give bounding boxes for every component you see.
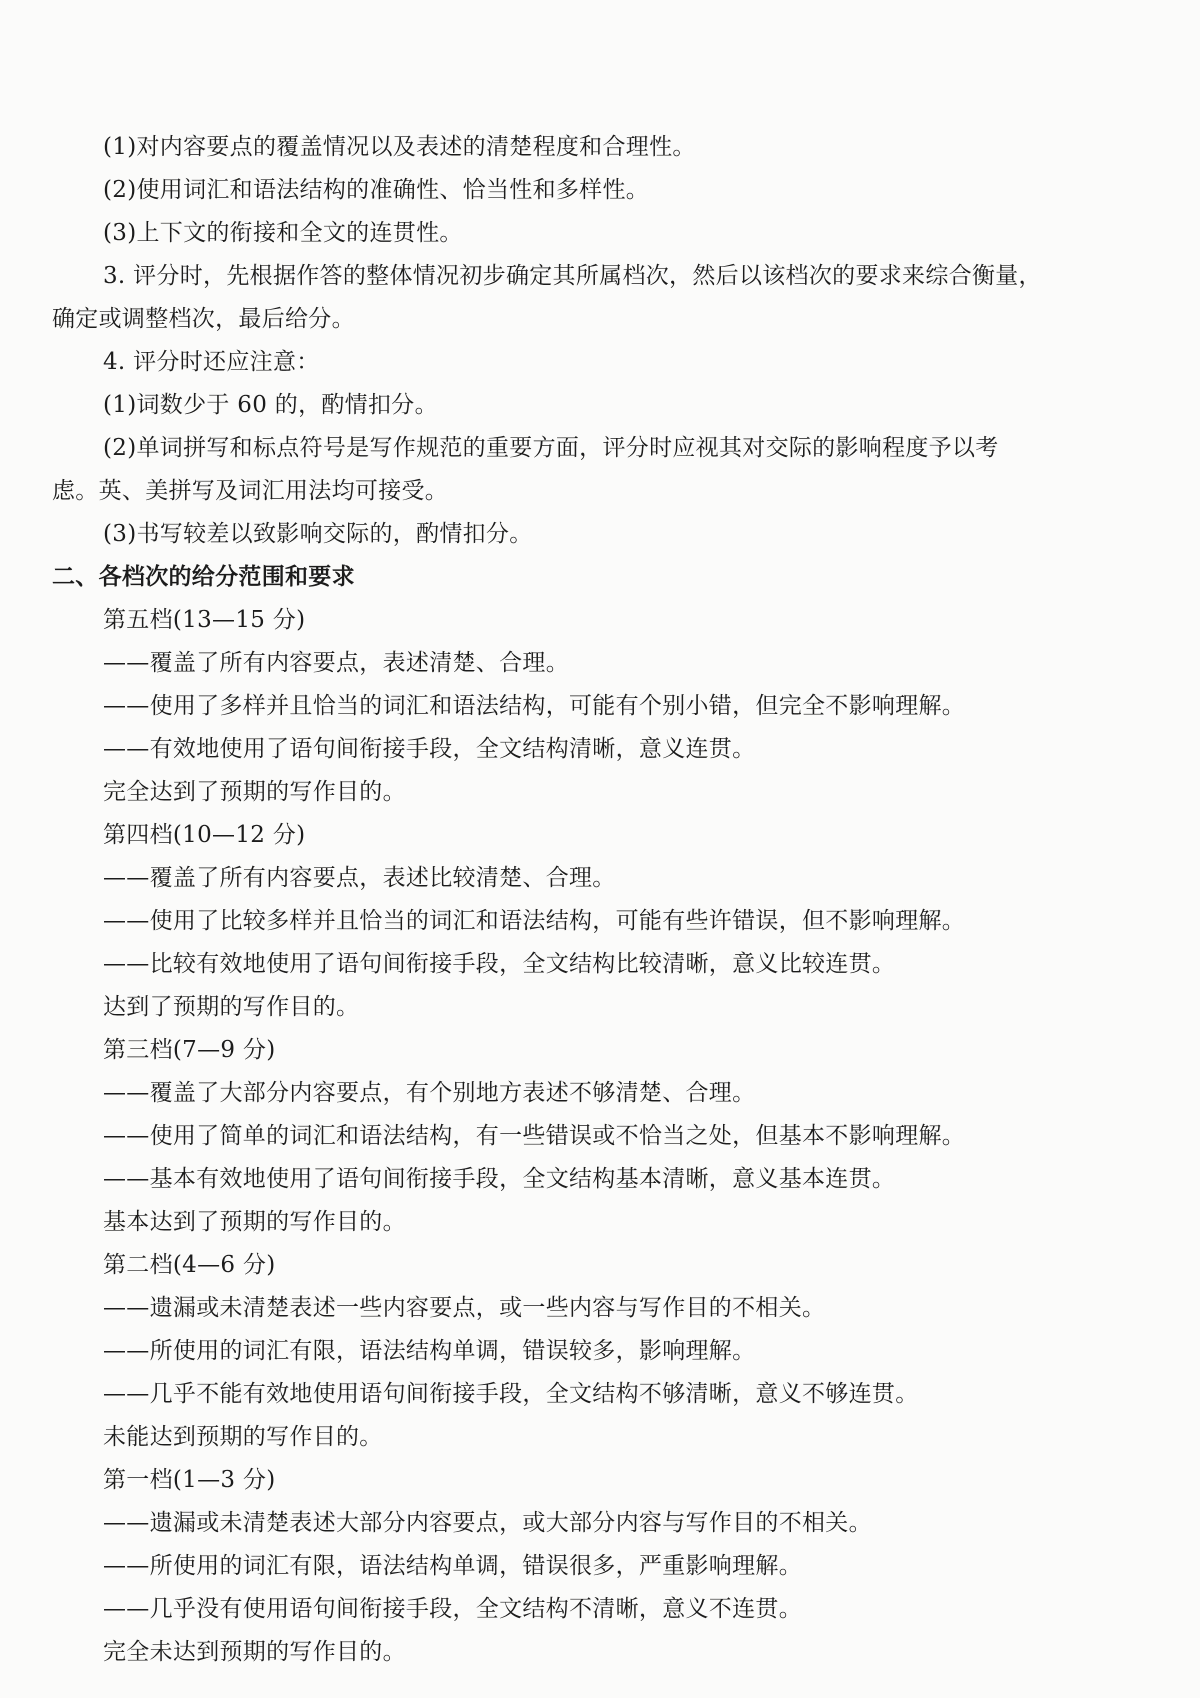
grade-3-item-1: ——覆盖了大部分内容要点，有个别地方表述不够清楚、合理。 xyxy=(103,1080,756,1106)
grade-5-title: 第五档(13—15 分) xyxy=(103,607,306,633)
rule-4-item-1: (1)词数少于 60 的，酌情扣分。 xyxy=(103,392,438,418)
grade-1-summary: 完全未达到预期的写作目的。 xyxy=(103,1639,406,1665)
grade-3-item-2: ——使用了简单的词汇和语法结构，有一些错误或不恰当之处，但基本不影响理解。 xyxy=(103,1123,966,1149)
grade-5-item-3: ——有效地使用了语句间衔接手段，全文结构清晰，意义连贯。 xyxy=(103,736,756,762)
grade-2-summary: 未能达到预期的写作目的。 xyxy=(103,1424,383,1450)
grade-5-summary: 完全达到了预期的写作目的。 xyxy=(103,779,406,805)
rule-3-line-2: 确定或调整档次，最后给分。 xyxy=(52,306,355,332)
rule-3-line-1: 3. 评分时，先根据作答的整体情况初步确定其所属档次，然后以该档次的要求来综合衡量， xyxy=(103,263,1042,289)
criterion-2: (2)使用词汇和语法结构的准确性、恰当性和多样性。 xyxy=(103,177,650,203)
grade-4-item-2: ——使用了比较多样并且恰当的词汇和语法结构，可能有些许错误，但不影响理解。 xyxy=(103,908,966,934)
grade-2-item-3: ——几乎不能有效地使用语句间衔接手段，全文结构不够清晰，意义不够连贯。 xyxy=(103,1381,919,1407)
grade-2-item-1: ——遗漏或未清楚表述一些内容要点，或一些内容与写作目的不相关。 xyxy=(103,1295,826,1321)
rule-4-item-2-line-2: 虑。英、美拼写及词汇用法均可接受。 xyxy=(52,478,449,504)
grade-2-title: 第二档(4—6 分) xyxy=(103,1252,276,1278)
grade-1-item-3: ——几乎没有使用语句间衔接手段，全文结构不清晰，意义不连贯。 xyxy=(103,1596,802,1622)
rule-4-item-3: (3)书写较差以致影响交际的，酌情扣分。 xyxy=(103,521,533,547)
grade-4-title: 第四档(10—12 分) xyxy=(103,822,306,848)
rule-4-item-2-line-1: (2)单词拼写和标点符号是写作规范的重要方面，评分时应视其对交际的影响程度予以考 xyxy=(103,435,999,461)
section-heading: 二、各档次的给分范围和要求 xyxy=(52,564,355,590)
rule-4-title: 4. 评分时还应注意： xyxy=(103,349,320,375)
grade-2-item-2: ——所使用的词汇有限，语法结构单调，错误较多，影响理解。 xyxy=(103,1338,756,1364)
grade-4-item-3: ——比较有效地使用了语句间衔接手段，全文结构比较清晰，意义比较连贯。 xyxy=(103,951,896,977)
grade-1-item-1: ——遗漏或未清楚表述大部分内容要点，或大部分内容与写作目的不相关。 xyxy=(103,1510,872,1536)
grade-3-summary: 基本达到了预期的写作目的。 xyxy=(103,1209,406,1235)
grade-5-item-2: ——使用了多样并且恰当的词汇和语法结构，可能有个别小错，但完全不影响理解。 xyxy=(103,693,966,719)
grade-4-item-1: ——覆盖了所有内容要点，表述比较清楚、合理。 xyxy=(103,865,616,891)
criterion-3: (3)上下文的衔接和全文的连贯性。 xyxy=(103,220,463,246)
grade-5-item-1: ——覆盖了所有内容要点，表述清楚、合理。 xyxy=(103,650,569,676)
criterion-1: (1)对内容要点的覆盖情况以及表述的清楚程度和合理性。 xyxy=(103,134,696,160)
grade-3-item-3: ——基本有效地使用了语句间衔接手段，全文结构基本清晰，意义基本连贯。 xyxy=(103,1166,896,1192)
grade-3-title: 第三档(7—9 分) xyxy=(103,1037,276,1063)
grade-1-item-2: ——所使用的词汇有限，语法结构单调，错误很多，严重影响理解。 xyxy=(103,1553,802,1579)
grade-1-title: 第一档(1—3 分) xyxy=(103,1467,276,1493)
grade-4-summary: 达到了预期的写作目的。 xyxy=(103,994,360,1020)
